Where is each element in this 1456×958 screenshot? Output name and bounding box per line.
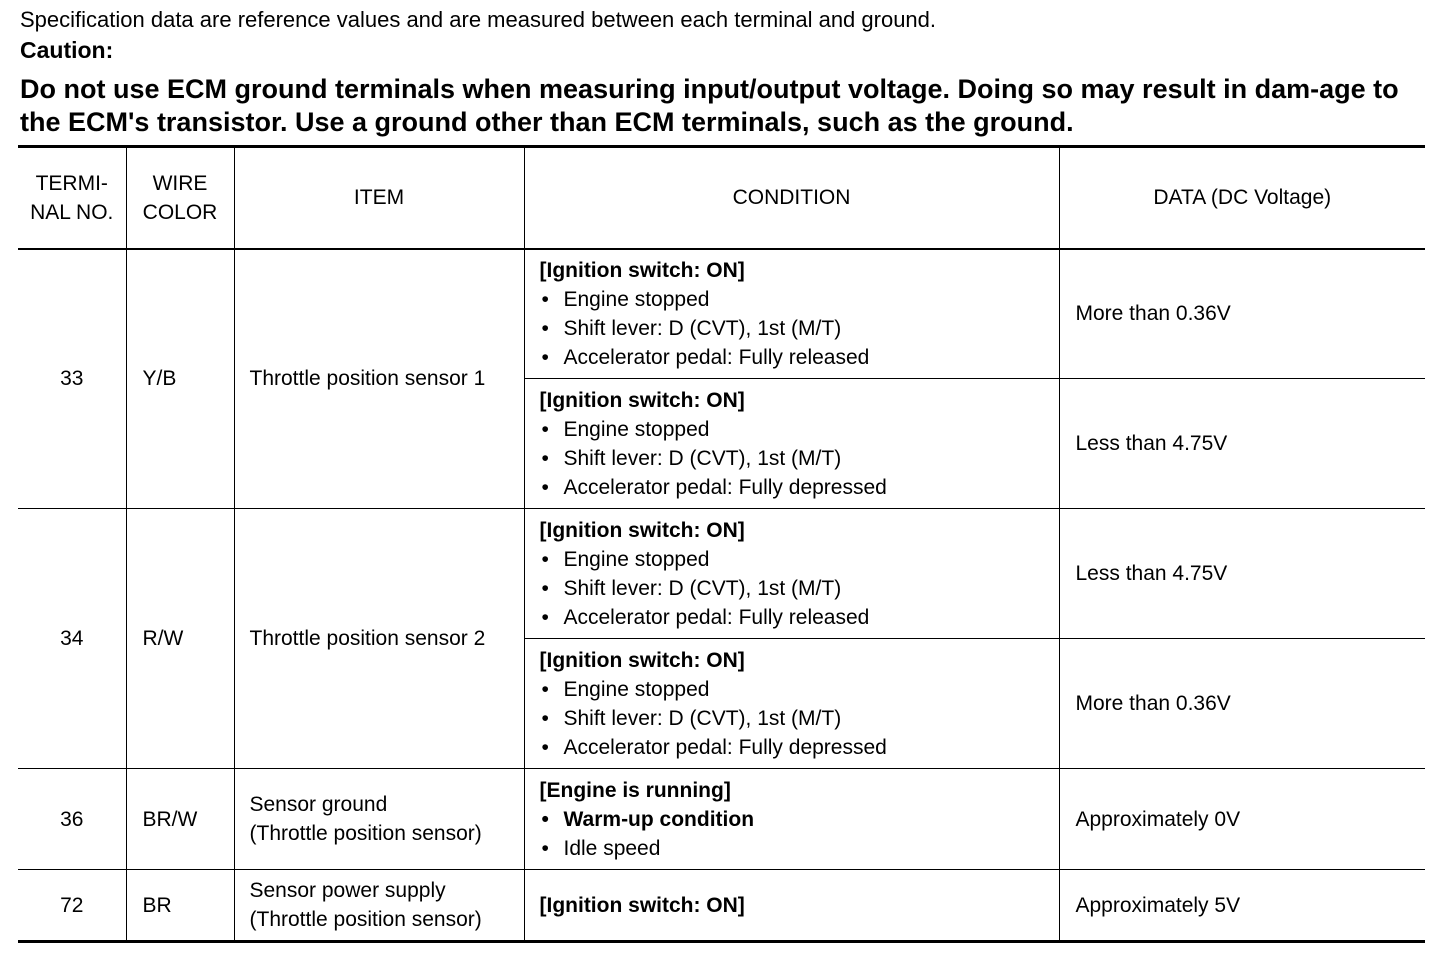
- condition-list: [540, 285, 1059, 372]
- table-row: [18, 870, 1425, 942]
- item-line: Sensor power supply: [249, 879, 446, 902]
- condition-bullet: • Engine stopped: [540, 285, 1059, 314]
- item-line: (Throttle position sensor): [249, 908, 482, 931]
- item-cell: [234, 870, 524, 942]
- item-line: Sensor ground: [249, 793, 388, 816]
- item-line: (Throttle position sensor): [249, 822, 482, 845]
- item-cell: Throttle position sensor 2: [234, 509, 524, 769]
- condition-bullet: • Accelerator pedal: Fully depressed: [540, 733, 1059, 762]
- condition-cell: [524, 769, 1059, 870]
- data-cell: Less than 4.75V: [1059, 509, 1425, 639]
- condition-bullet: • Idle speed: [540, 834, 1059, 863]
- condition-list: [540, 675, 1059, 762]
- terminal-cell: 36: [18, 769, 126, 870]
- table-row: [18, 509, 1425, 639]
- condition-cell: [524, 249, 1059, 379]
- condition-cell: [524, 509, 1059, 639]
- item-cell: [234, 769, 524, 870]
- header-item: ITEM: [234, 147, 524, 249]
- table-header-row: [18, 147, 1425, 249]
- condition-cell: [524, 639, 1059, 769]
- condition-bullet: • Engine stopped: [540, 415, 1059, 444]
- caution-text: Do not use ECM ground terminals when measuring input/output voltage. Doing so may result in dam-age to the ECM's transistor. Use a ground other than ECM terminals, such as the ground.: [20, 74, 1399, 137]
- terminal-cell: 72: [18, 870, 126, 942]
- wire-color-cell: BR/W: [126, 769, 234, 870]
- wire-color-cell: Y/B: [126, 249, 234, 509]
- condition-bullet: • Engine stopped: [540, 545, 1059, 574]
- table-row: [18, 249, 1425, 379]
- condition-bullet: • Warm-up condition: [540, 805, 1059, 834]
- header-wire-color: WIRE COLOR: [126, 147, 234, 249]
- condition-cell: [524, 379, 1059, 509]
- condition-bullet: • Shift lever: D (CVT), 1st (M/T): [540, 314, 1059, 343]
- table-row: [18, 769, 1425, 870]
- wire-color-cell: R/W: [126, 509, 234, 769]
- condition-heading: [Ignition switch: ON]: [539, 258, 745, 282]
- condition-bullet: • Accelerator pedal: Fully depressed: [540, 473, 1059, 502]
- condition-bullet: • Engine stopped: [540, 675, 1059, 704]
- condition-list: [540, 415, 1059, 502]
- condition-heading: [Engine is running]: [539, 778, 731, 802]
- caution-label: Caution:: [20, 37, 114, 63]
- data-cell: Approximately 5V: [1059, 870, 1425, 942]
- condition-heading: [Ignition switch: ON]: [539, 893, 745, 917]
- condition-heading: [Ignition switch: ON]: [539, 388, 745, 412]
- data-cell: Less than 4.75V: [1059, 379, 1425, 509]
- terminal-cell: 34: [18, 509, 126, 769]
- condition-bullet: • Accelerator pedal: Fully released: [540, 343, 1059, 372]
- condition-bullet: • Shift lever: D (CVT), 1st (M/T): [540, 574, 1059, 603]
- data-cell: More than 0.36V: [1059, 249, 1425, 379]
- header-terminal: TERMI-NAL NO.: [18, 147, 126, 249]
- data-cell: Approximately 0V: [1059, 769, 1425, 870]
- header-data: DATA (DC Voltage): [1059, 147, 1425, 249]
- condition-heading: [Ignition switch: ON]: [539, 648, 745, 672]
- condition-heading: [Ignition switch: ON]: [539, 518, 745, 542]
- item-cell: Throttle position sensor 1: [234, 249, 524, 509]
- intro-text: Specification data are reference values and are measured between each terminal and ground.: [20, 7, 937, 32]
- condition-cell: [524, 870, 1059, 942]
- data-cell: More than 0.36V: [1059, 639, 1425, 769]
- condition-list: [540, 545, 1059, 632]
- header-condition: CONDITION: [524, 147, 1059, 249]
- condition-bullet: • Accelerator pedal: Fully released: [540, 603, 1059, 632]
- spec-table: [18, 145, 1425, 943]
- wire-color-cell: BR: [126, 870, 234, 942]
- terminal-cell: 33: [18, 249, 126, 509]
- condition-bullet: • Shift lever: D (CVT), 1st (M/T): [540, 444, 1059, 473]
- condition-bullet: • Shift lever: D (CVT), 1st (M/T): [540, 704, 1059, 733]
- condition-list: [540, 805, 1059, 863]
